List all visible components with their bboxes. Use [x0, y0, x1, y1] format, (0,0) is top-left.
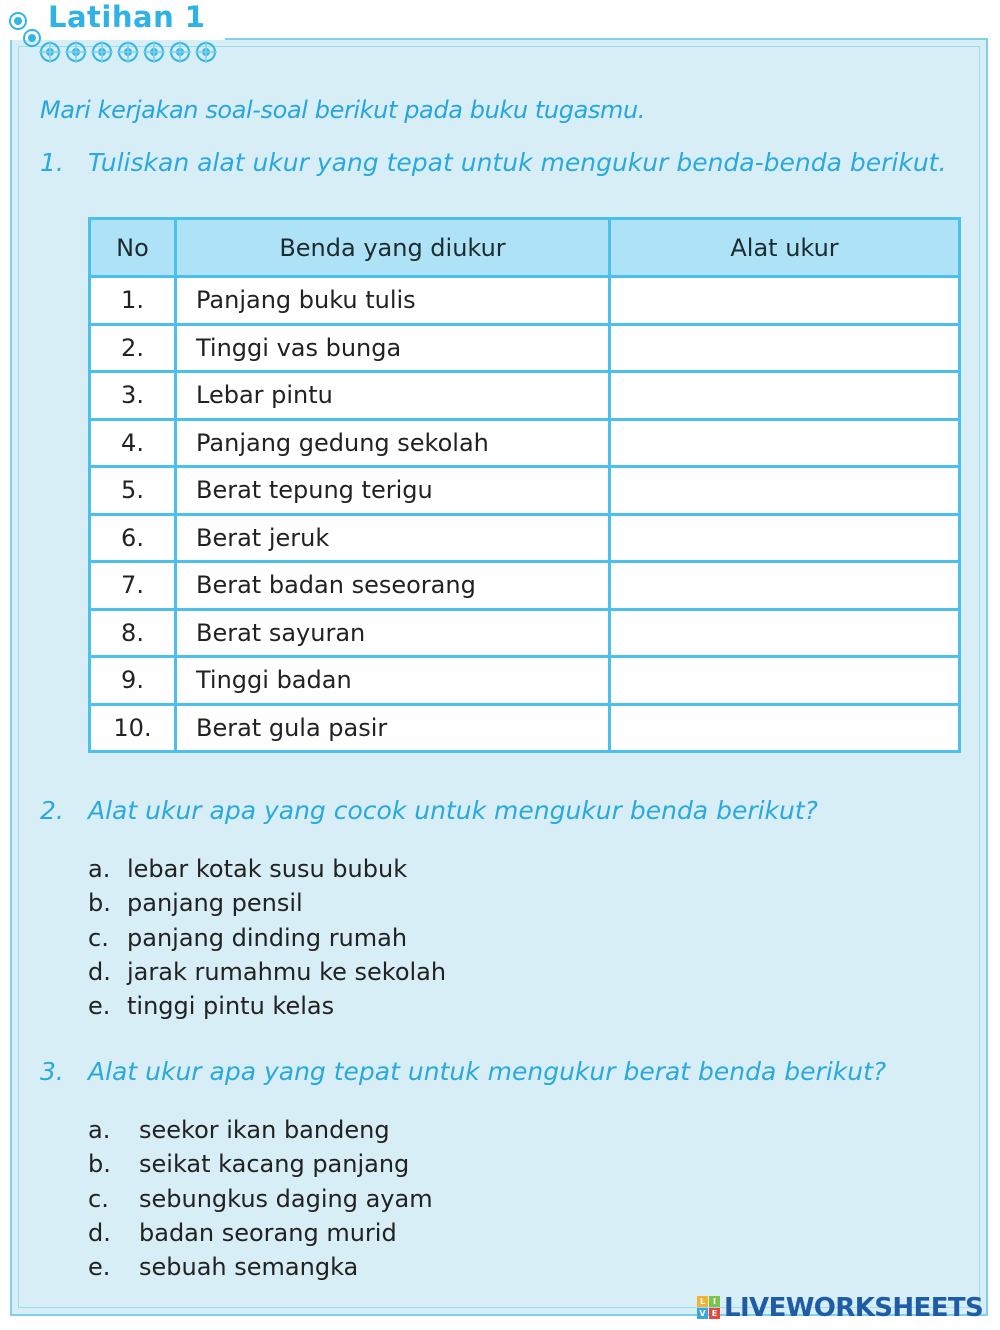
table-row [90, 372, 960, 420]
cell-no: 5. [90, 467, 176, 515]
cell-benda: Berat sayuran [176, 609, 610, 657]
item-text: sebuah semangka [139, 1253, 359, 1282]
cell-benda: Tinggi vas bunga [176, 324, 610, 372]
logo-letter: I [709, 1296, 720, 1307]
cell-alat-answer[interactable] [610, 562, 960, 610]
table-row [90, 467, 960, 515]
question-2-options [88, 852, 446, 1023]
list-item [88, 886, 446, 920]
table-row [90, 514, 960, 562]
item-letter: b. [88, 889, 111, 918]
header-alat: Alat ukur [610, 219, 960, 277]
table-row [90, 704, 960, 752]
table-header-row [90, 219, 960, 277]
header-tab [0, 0, 225, 40]
cell-alat-answer[interactable] [610, 704, 960, 752]
item-text: sebungkus daging ayam [139, 1184, 433, 1213]
question-number: 1. [40, 148, 64, 177]
instruction-text: Mari kerjakan soal-soal berikut pada buku tugasmu. [40, 96, 646, 124]
table-row [90, 609, 960, 657]
table-row [90, 419, 960, 467]
item-letter: b. [88, 1150, 111, 1179]
list-item [88, 1250, 433, 1284]
question-3 [40, 1057, 886, 1086]
question-2 [40, 796, 818, 825]
table-row [90, 277, 960, 325]
header-no: No [90, 219, 176, 277]
item-letter: a. [88, 1116, 111, 1144]
cell-no: 6. [90, 514, 176, 562]
list-item [88, 1147, 433, 1181]
question-number: 2. [40, 796, 64, 825]
cell-no: 3. [90, 372, 176, 420]
question-1 [40, 148, 946, 177]
item-letter: c. [88, 923, 109, 952]
liveworksheets-brand[interactable] [697, 1293, 983, 1323]
item-text: seekor ikan bandeng [139, 1116, 390, 1144]
cell-alat-answer[interactable] [610, 277, 960, 325]
brand-name: LIVEWORKSHEETS [724, 1293, 984, 1323]
cell-no: 1. [90, 277, 176, 325]
item-letter: a. [88, 855, 111, 883]
item-text: tinggi pintu kelas [127, 992, 335, 1021]
list-item [88, 989, 446, 1023]
item-text: panjang dinding rumah [127, 923, 408, 952]
list-item [88, 955, 446, 989]
cell-alat-answer[interactable] [610, 467, 960, 515]
cell-benda: Berat gula pasir [176, 704, 610, 752]
cell-alat-answer[interactable] [610, 372, 960, 420]
list-item [88, 1216, 433, 1250]
cell-alat-answer[interactable] [610, 657, 960, 705]
table-row [90, 324, 960, 372]
cell-alat-answer[interactable] [610, 514, 960, 562]
cell-benda: Berat jeruk [176, 514, 610, 562]
item-text: seikat kacang panjang [139, 1150, 410, 1179]
logo-letter: V [697, 1308, 708, 1319]
item-letter: d. [88, 957, 111, 986]
item-text: lebar kotak susu bubuk [127, 855, 408, 883]
cell-alat-answer[interactable] [610, 419, 960, 467]
item-text: jarak rumahmu ke sekolah [127, 957, 447, 986]
page-title: Latihan 1 [48, 0, 206, 34]
list-item [88, 1113, 433, 1147]
list-item [88, 1182, 433, 1216]
question-number: 3. [40, 1057, 64, 1086]
cell-no: 7. [90, 562, 176, 610]
cell-benda: Tinggi badan [176, 657, 610, 705]
cell-benda: Lebar pintu [176, 372, 610, 420]
cell-benda: Panjang buku tulis [176, 277, 610, 325]
item-text: badan seorang murid [139, 1218, 397, 1247]
cell-no: 4. [90, 419, 176, 467]
cell-benda: Panjang gedung sekolah [176, 419, 610, 467]
logo-letter: L [697, 1296, 708, 1307]
question-text: Alat ukur apa yang cocok untuk mengukur benda berikut? [88, 796, 818, 825]
cell-benda: Berat tepung terigu [176, 467, 610, 515]
table-row [90, 657, 960, 705]
measurement-table [88, 217, 961, 753]
list-item [88, 852, 446, 886]
table-row [90, 562, 960, 610]
question-text: Alat ukur apa yang tepat untuk mengukur berat benda berikut? [88, 1057, 887, 1086]
liveworksheets-logo-icon [697, 1296, 721, 1320]
cell-no: 9. [90, 657, 176, 705]
cell-no: 8. [90, 609, 176, 657]
cell-alat-answer[interactable] [610, 609, 960, 657]
logo-letter: E [709, 1308, 720, 1319]
cell-no: 2. [90, 324, 176, 372]
cell-no: 10. [90, 704, 176, 752]
item-letter: e. [88, 1253, 111, 1282]
question-text: Tuliskan alat ukur yang tepat untuk mengukur benda-benda berikut. [88, 148, 947, 177]
list-item [88, 921, 446, 955]
item-letter: d. [88, 1218, 111, 1247]
item-letter: c. [88, 1184, 109, 1213]
cell-alat-answer[interactable] [610, 324, 960, 372]
header-benda: Benda yang diukur [176, 219, 610, 277]
item-letter: e. [88, 992, 111, 1021]
cell-benda: Berat badan seseorang [176, 562, 610, 610]
question-3-options [88, 1113, 433, 1284]
item-text: panjang pensil [127, 889, 303, 918]
